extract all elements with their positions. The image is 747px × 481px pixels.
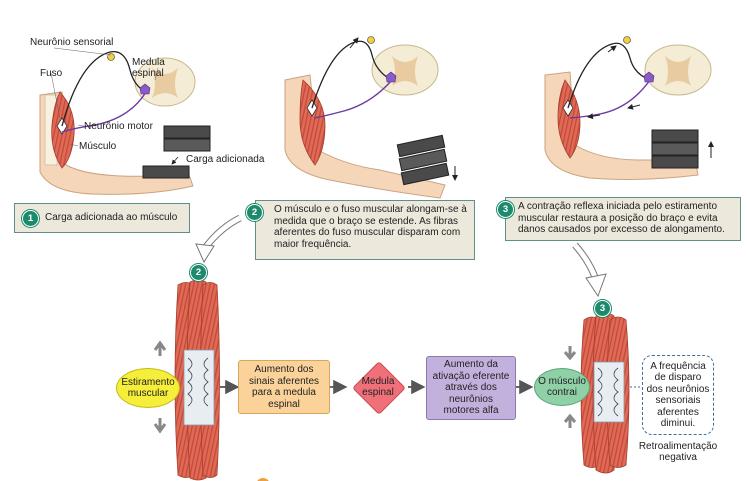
node-muscle-stretch: Estiramento muscular [116, 368, 180, 408]
node-efferent-activation: Aumento da ativação eferente através dos neurônios motores alfa [426, 356, 516, 420]
label-motor-neuron: Neurônio motor [84, 121, 153, 132]
caption-step-2 [255, 200, 475, 260]
panel3-illustration [545, 37, 711, 180]
flow-step-badge-3: 3 [594, 300, 611, 317]
caption-step-2-text: O músculo e o fuso muscular alongam-se à medida que o braço se estende. As fibras aferentes do fuso muscular disparam com maior frequência. [274, 204, 467, 250]
flow-step-badge-2: 2 [190, 264, 207, 281]
curved-arrow-right [575, 245, 606, 296]
caption-step-1-text: Carga adicionada ao músculo [45, 212, 178, 224]
node-spinal-cord-text: Medula espinal [361, 375, 395, 398]
label-sensory-neuron: Neurônio sensorial [30, 37, 114, 48]
caption-step-3 [505, 197, 741, 241]
step-badge-2: 2 [246, 204, 263, 221]
label-added-load: Carga adicionada [186, 154, 265, 165]
caption-step-1 [14, 203, 190, 233]
step-badge-1: 1 [22, 210, 39, 227]
label-spinal-cord: Medula espinal [132, 57, 165, 79]
panel2-illustration [285, 37, 455, 199]
label-muscle: Músculo [79, 141, 117, 152]
node-muscle-contracts: O músculo contrai [534, 368, 590, 406]
label-spindle: Fuso [40, 68, 63, 79]
curved-arrow-left [196, 218, 240, 262]
node-spinal-cord [352, 361, 404, 413]
node-feedback-box: A frequência de disparo dos neurônios sensoriais aferentes diminui. [642, 355, 714, 435]
label-negative-feedback: Retroalimentação negativa [638, 440, 718, 463]
step-badge-3: 3 [497, 201, 514, 218]
caption-step-3-text: A contração reflexa iniciada pelo estiramento muscular restaura a posição do braço e evita danos causados por excesso de alongamento. [518, 201, 725, 235]
node-afferent-signals: Aumento dos sinais aferentes para a medula espinal [238, 360, 330, 414]
